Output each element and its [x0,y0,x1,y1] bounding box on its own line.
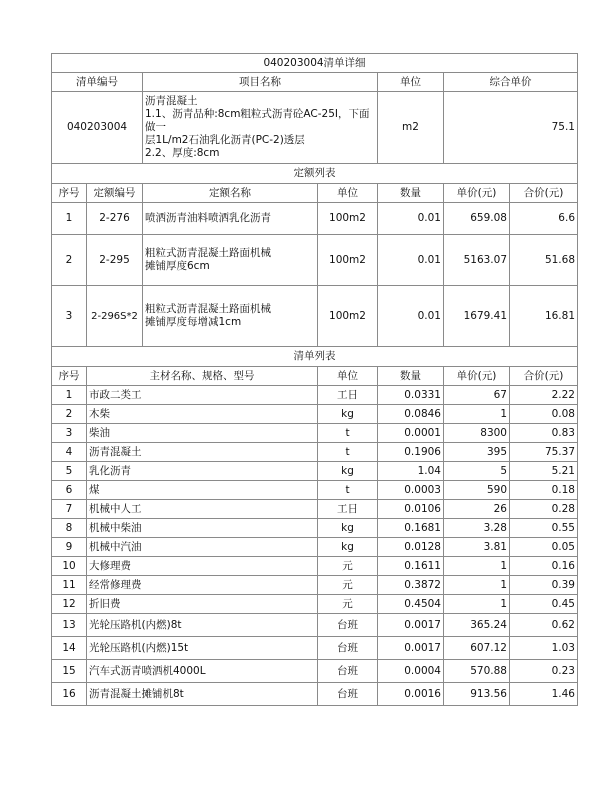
quota-price: 1679.41 [444,286,510,347]
material-total: 2.22 [510,386,578,405]
material-unit: t [318,424,378,443]
quota-row [52,286,578,347]
bill-name-line: 层1L/m2石油乳化沥青(PC-2)透层 [145,134,305,146]
material-row [52,614,578,637]
material-seq: 8 [52,519,87,538]
material-name: 柴油 [87,424,318,443]
material-total: 0.18 [510,481,578,500]
bill-price-header: 综合单价 [444,73,578,92]
bill-unit: m2 [378,92,444,164]
material-unit: 元 [318,595,378,614]
material-qty: 0.3872 [378,576,444,595]
material-price: 1 [444,405,510,424]
material-name: 汽车式沥青喷洒机4000L [87,660,318,683]
material-name: 折旧费 [87,595,318,614]
quota-header-row [52,184,578,203]
material-qty: 0.0017 [378,637,444,660]
material-row [52,386,578,405]
quota-qty-header: 数量 [378,184,444,203]
quota-name-line: 粗粒式沥青混凝土路面机械 [145,303,271,315]
quota-seq-header: 序号 [52,184,87,203]
material-row [52,481,578,500]
material-row [52,424,578,443]
material-price: 67 [444,386,510,405]
material-price: 913.56 [444,683,510,706]
quota-name [143,235,318,286]
material-price: 365.24 [444,614,510,637]
material-total: 0.55 [510,519,578,538]
quota-code-header: 定额编号 [87,184,143,203]
material-name: 光轮压路机(内燃)15t [87,637,318,660]
material-seq: 2 [52,405,87,424]
material-qty: 0.1681 [378,519,444,538]
material-total: 0.83 [510,424,578,443]
material-price: 5 [444,462,510,481]
material-price: 1 [444,557,510,576]
quota-name-line: 粗粒式沥青混凝土路面机械 [145,247,271,259]
material-total: 1.03 [510,637,578,660]
material-seq: 10 [52,557,87,576]
material-unit: kg [318,519,378,538]
quota-unit: 100m2 [318,203,378,235]
material-price: 607.12 [444,637,510,660]
material-price: 8300 [444,424,510,443]
quota-section-title: 定额列表 [52,164,578,184]
quota-code: 2-296S*2 [87,286,143,347]
material-unit: kg [318,462,378,481]
material-seq: 1 [52,386,87,405]
material-seq: 5 [52,462,87,481]
quota-name [143,286,318,347]
material-name: 沥青混凝土 [87,443,318,462]
material-seq: 11 [52,576,87,595]
material-row [52,576,578,595]
material-seq: 3 [52,424,87,443]
material-name: 光轮压路机(内燃)8t [87,614,318,637]
material-qty: 0.0106 [378,500,444,519]
material-unit: 元 [318,576,378,595]
material-seq: 14 [52,637,87,660]
quota-name-line: 摊铺厚度每增减1cm [145,316,242,328]
material-unit: t [318,481,378,500]
quota-price-header: 单价(元) [444,184,510,203]
material-qty: 1.04 [378,462,444,481]
material-name: 市政二类工 [87,386,318,405]
material-row [52,637,578,660]
material-total: 0.28 [510,500,578,519]
quota-seq: 3 [52,286,87,347]
material-price: 26 [444,500,510,519]
material-row [52,683,578,706]
bill-name-header: 项目名称 [143,73,378,92]
material-unit: 工日 [318,500,378,519]
material-qty: 0.1906 [378,443,444,462]
material-name: 沥青混凝土摊铺机8t [87,683,318,706]
material-qty: 0.0001 [378,424,444,443]
bill-code: 040203004 [52,92,143,164]
material-seq: 9 [52,538,87,557]
material-total: 5.21 [510,462,578,481]
material-qty: 0.0003 [378,481,444,500]
material-row [52,443,578,462]
material-qty: 0.0331 [378,386,444,405]
material-qty-header: 数量 [378,367,444,386]
material-row [52,660,578,683]
quota-unit-header: 单位 [318,184,378,203]
material-price: 590 [444,481,510,500]
material-row [52,595,578,614]
material-qty: 0.1611 [378,557,444,576]
material-qty: 0.4504 [378,595,444,614]
material-price: 570.88 [444,660,510,683]
material-unit: t [318,443,378,462]
material-unit: kg [318,538,378,557]
material-name: 大修理费 [87,557,318,576]
material-seq: 16 [52,683,87,706]
quota-qty: 0.01 [378,286,444,347]
material-seq: 4 [52,443,87,462]
material-qty: 0.0016 [378,683,444,706]
material-price-header: 单价(元) [444,367,510,386]
material-qty: 0.0017 [378,614,444,637]
quota-price: 659.08 [444,203,510,235]
quota-price: 5163.07 [444,235,510,286]
quota-seq: 1 [52,203,87,235]
material-unit: 台班 [318,637,378,660]
material-row [52,500,578,519]
quota-name-line: 摊铺厚度6cm [145,260,210,272]
material-unit: kg [318,405,378,424]
bill-name-line: 沥青混凝土 [145,95,198,107]
material-price: 1 [444,595,510,614]
material-price: 3.81 [444,538,510,557]
quota-qty: 0.01 [378,235,444,286]
quota-code: 2-295 [87,235,143,286]
quota-total: 51.68 [510,235,578,286]
material-qty: 0.0004 [378,660,444,683]
material-total: 0.62 [510,614,578,637]
bill-name-line: 1.1、沥青品种:8cm粗粒式沥青砼AC-25I，下面做一 [145,108,370,133]
material-name: 机械中汽油 [87,538,318,557]
material-qty: 0.0846 [378,405,444,424]
material-total: 0.39 [510,576,578,595]
quota-unit: 100m2 [318,286,378,347]
quota-unit: 100m2 [318,235,378,286]
material-row [52,557,578,576]
material-unit-header: 单位 [318,367,378,386]
material-seq: 7 [52,500,87,519]
material-total: 0.16 [510,557,578,576]
material-price: 395 [444,443,510,462]
material-total: 75.37 [510,443,578,462]
material-total: 0.23 [510,660,578,683]
table-title: 040203004清单详细 [52,54,578,73]
bill-name [143,92,378,164]
material-row [52,538,578,557]
quota-seq: 2 [52,235,87,286]
material-header-row [52,367,578,386]
bill-unit-header: 单位 [378,73,444,92]
material-seq-header: 序号 [52,367,87,386]
material-name: 经常修理费 [87,576,318,595]
material-total: 0.45 [510,595,578,614]
material-seq: 12 [52,595,87,614]
material-unit: 台班 [318,660,378,683]
bill-name-line: 2.2、厚度:8cm [145,147,220,159]
material-section-title: 清单列表 [52,347,578,367]
material-price: 1 [444,576,510,595]
material-unit: 元 [318,557,378,576]
quota-total-header: 合价(元) [510,184,578,203]
material-name: 机械中人工 [87,500,318,519]
material-row [52,405,578,424]
material-seq: 13 [52,614,87,637]
material-seq: 6 [52,481,87,500]
material-price: 3.28 [444,519,510,538]
quota-row [52,235,578,286]
quota-name [143,203,318,235]
quota-name-header: 定额名称 [143,184,318,203]
material-name: 煤 [87,481,318,500]
material-unit: 台班 [318,683,378,706]
material-total: 0.05 [510,538,578,557]
material-total: 1.46 [510,683,578,706]
bill-code-header: 清单编号 [52,73,143,92]
material-name: 机械中柴油 [87,519,318,538]
quota-qty: 0.01 [378,203,444,235]
material-total-header: 合价(元) [510,367,578,386]
quota-code: 2-276 [87,203,143,235]
quota-row [52,203,578,235]
material-unit: 工日 [318,386,378,405]
material-seq: 15 [52,660,87,683]
bill-row [52,92,578,164]
material-row [52,519,578,538]
bill-header-row [52,73,578,92]
material-qty: 0.0128 [378,538,444,557]
quota-total: 16.81 [510,286,578,347]
bill-detail-table [51,53,578,706]
quota-name-line: 喷洒沥青油料喷洒乳化沥青 [145,212,271,224]
material-unit: 台班 [318,614,378,637]
material-name: 乳化沥青 [87,462,318,481]
quota-total: 6.6 [510,203,578,235]
material-name: 木柴 [87,405,318,424]
material-row [52,462,578,481]
material-total: 0.08 [510,405,578,424]
bill-price: 75.1 [444,92,578,164]
material-name-header: 主材名称、规格、型号 [87,367,318,386]
